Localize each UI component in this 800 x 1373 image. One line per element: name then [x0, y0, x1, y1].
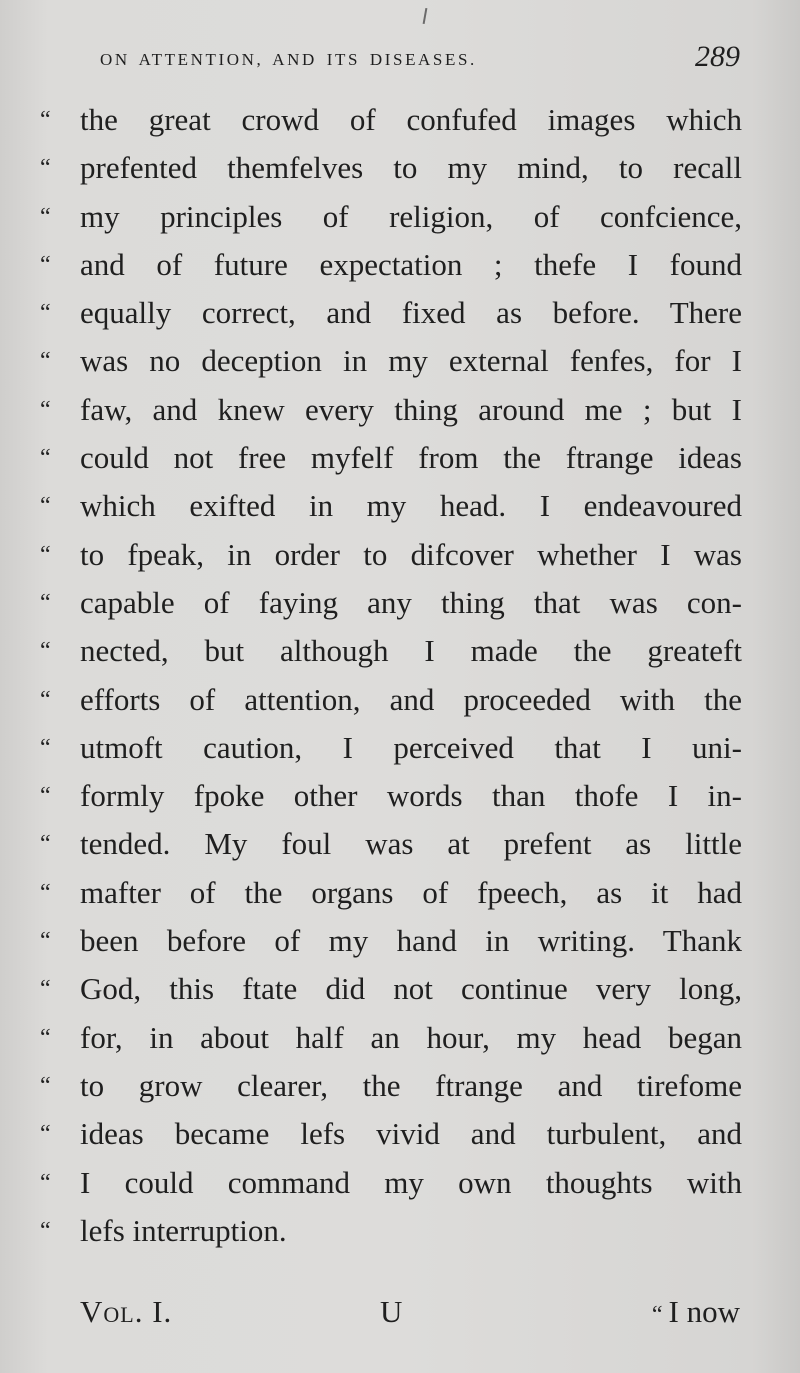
text-line	[40, 724, 742, 772]
text-line	[40, 337, 742, 385]
text-line	[40, 820, 742, 868]
text-line	[40, 869, 742, 917]
quotation-mark: “	[40, 686, 51, 713]
quotation-mark: “	[40, 155, 51, 182]
line-text: for, in about half an hour, my head began	[80, 1019, 742, 1055]
signature-mark: U	[380, 1294, 403, 1329]
line-text: and of future expectation ; thefe I found	[80, 246, 742, 282]
quotation-mark: “	[40, 734, 51, 761]
line-text: mafter of the organs of fpeech, as it had	[80, 874, 742, 910]
catchword	[652, 1294, 740, 1330]
text-line	[40, 772, 742, 820]
line-text: prefented themfelves to my mind, to recall	[80, 150, 742, 186]
line-text: could not free myfelf from the ftrange ideas	[80, 440, 742, 476]
line-text: formly fpoke other words than thofe I in-	[80, 778, 742, 814]
line-text: faw, and knew every thing around me ; but I	[80, 391, 742, 427]
quotation-mark: “	[40, 783, 51, 810]
line-text: God, this ftate did not continue very long,	[80, 971, 742, 1007]
line-text: been before of my hand in writing. Thank	[80, 923, 742, 959]
quotation-mark: “	[40, 107, 51, 133]
quotation-mark: “	[40, 348, 51, 375]
quotation-mark: “	[40, 300, 51, 327]
text-line	[40, 579, 742, 627]
quotation-mark: “	[40, 1072, 51, 1099]
line-text: the great crowd of confufed images which	[80, 102, 742, 137]
catchword-quote-mark: “	[651, 1302, 663, 1328]
line-text: tended. My foul was at prefent as little	[80, 826, 742, 862]
quotation-mark: “	[40, 541, 51, 568]
line-text: utmoft caution, I perceived that I uni-	[80, 729, 742, 765]
quotation-mark: “	[40, 589, 51, 616]
text-line	[40, 96, 742, 144]
text-line	[40, 241, 742, 289]
text-line	[40, 1014, 742, 1062]
text-line	[40, 482, 742, 530]
text-line	[40, 144, 742, 192]
quotation-mark: “	[40, 928, 51, 955]
line-text: which exifted in my head. I endeavoured	[80, 488, 742, 524]
quotation-mark: “	[40, 1169, 51, 1196]
line-text: lefs interruption.	[80, 1212, 287, 1248]
quotation-mark: “	[40, 493, 51, 520]
quotation-mark: “	[40, 831, 51, 858]
quotation-mark: “	[40, 1121, 51, 1148]
text-line	[40, 434, 742, 482]
quotation-mark: “	[40, 1217, 51, 1244]
text-line	[40, 1159, 742, 1207]
text-line	[40, 965, 742, 1013]
quotation-mark: “	[40, 251, 51, 278]
line-text: nected, but although I made the greateft	[80, 633, 742, 669]
line-text: I could command my own thoughts with	[80, 1164, 742, 1200]
text-line	[40, 289, 742, 337]
catchword-text: I now	[668, 1294, 740, 1329]
line-text: capable of faying any thing that was con-	[80, 584, 742, 620]
page-number: 289	[695, 40, 740, 73]
page-header	[100, 40, 740, 76]
line-text: to grow clearer, the ftrange and tirefome	[80, 1067, 742, 1103]
quotation-mark: “	[40, 638, 51, 665]
text-line	[40, 531, 742, 579]
text-line	[40, 1207, 742, 1255]
page-footer	[80, 1288, 740, 1338]
quotation-mark: “	[40, 203, 51, 230]
quotation-mark: “	[40, 879, 51, 906]
text-line	[40, 193, 742, 241]
quotation-mark: “	[40, 396, 51, 423]
text-line	[40, 386, 742, 434]
line-text: efforts of attention, and proceeded with the	[80, 681, 742, 717]
line-text: to fpeak, in order to difcover whether I was	[80, 536, 742, 572]
body-text	[40, 96, 742, 1255]
text-line	[40, 1110, 742, 1158]
text-line	[40, 917, 742, 965]
text-line	[40, 627, 742, 675]
text-line	[40, 676, 742, 724]
line-text: my principles of religion, of confcience,	[80, 198, 742, 234]
quotation-mark: “	[40, 976, 51, 1003]
ink-speck	[423, 8, 428, 24]
text-line	[40, 1062, 742, 1110]
line-text: equally correct, and fixed as before. There	[80, 295, 742, 331]
volume-label: Vol. I.	[80, 1294, 173, 1329]
line-text: ideas became lefs vivid and turbulent, and	[80, 1116, 742, 1152]
running-head: ON ATTENTION, AND ITS DISEASES.	[100, 50, 477, 69]
quotation-mark: “	[40, 1024, 51, 1051]
line-text: was no deception in my external fenfes, for I	[80, 343, 742, 379]
quotation-mark: “	[40, 445, 51, 472]
